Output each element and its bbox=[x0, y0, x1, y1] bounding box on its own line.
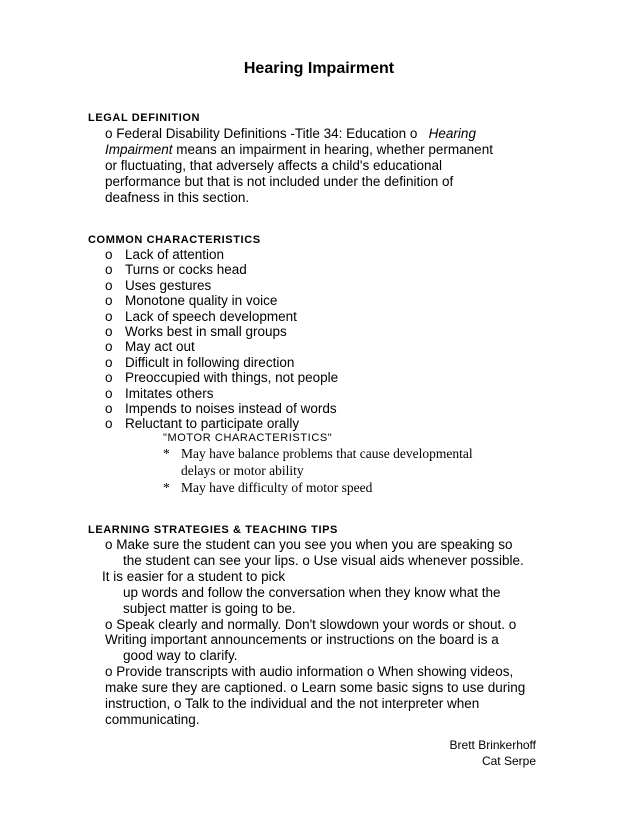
learning-strategies-heading: LEARNING STRATEGIES & TEACHING TIPS bbox=[88, 524, 338, 536]
characteristics-heading: COMMON CHARACTERISTICS bbox=[88, 234, 261, 246]
list-item: o Impends to noises instead of words bbox=[105, 400, 337, 416]
tips-line: o Provide transcripts with audio information o When showing videos, bbox=[105, 664, 514, 680]
tips-line: instruction, o Talk to the individual and the not interpreter when bbox=[105, 696, 480, 712]
motor-item: * May have difficulty of motor speed bbox=[163, 480, 373, 495]
list-item: o Difficult in following direction bbox=[105, 354, 295, 370]
legal-line: deafness in this section. bbox=[105, 190, 250, 205]
tips-line: Writing important announcements or instructions on the board is a bbox=[105, 632, 499, 648]
tips-line: up words and follow the conversation when they know what the bbox=[123, 584, 501, 600]
tips-line: communicating. bbox=[105, 711, 200, 727]
learning-strategies-text bbox=[102, 537, 535, 728]
motor-item: * May have balance problems that cause developmental delays or motor ability bbox=[163, 446, 473, 478]
tips-line: It is easier for a student to pick bbox=[102, 568, 286, 584]
list-item: o Monotone quality in voice bbox=[105, 293, 278, 309]
author-name: Cat Serpe bbox=[481, 754, 536, 768]
tips-line: subject matter is going to be. bbox=[123, 600, 296, 616]
list-item: o Uses gestures bbox=[105, 277, 212, 293]
document-title: Hearing Impairment bbox=[243, 60, 395, 77]
tips-line: good way to clarify. bbox=[123, 648, 238, 664]
list-item: o May act out bbox=[105, 339, 195, 355]
legal-definition-heading: LEGAL DEFINITION bbox=[88, 112, 201, 124]
legal-line: or fluctuating, that adversely affects a child's educational bbox=[105, 158, 443, 173]
legal-line: means an impairment in hearing, whether permanent bbox=[172, 142, 493, 157]
list-item: o Turns or cocks head bbox=[105, 262, 247, 278]
legal-term: Impairment bbox=[105, 142, 173, 157]
tips-line: o Speak clearly and normally. Don't slowdown your words or shout. o bbox=[105, 616, 517, 632]
list-item: o Preoccupied with things, not people bbox=[105, 370, 339, 386]
list-item: o Imitates others bbox=[105, 385, 214, 401]
legal-line: performance but that is not included under the definition of bbox=[105, 174, 454, 189]
list-item: o Lack of attention bbox=[105, 247, 225, 262]
list-item: o Lack of speech development bbox=[105, 308, 297, 324]
tips-line: o Make sure the student can you see you when you are speaking so bbox=[105, 537, 513, 552]
list-item: o Reluctant to participate orally bbox=[105, 416, 300, 432]
list-item: o Works best in small groups bbox=[105, 323, 287, 339]
legal-term: Hearing bbox=[428, 126, 476, 141]
author-name: Brett Brinkerhoff bbox=[449, 738, 536, 752]
legal-definition-text bbox=[105, 126, 525, 206]
tips-line: make sure they are captioned. o Learn some basic signs to use during bbox=[105, 680, 526, 696]
characteristics-list bbox=[105, 247, 338, 432]
tips-line: the student can see your lips. o Use visual aids whenever possible. bbox=[123, 552, 524, 568]
motor-characteristics-heading: "MOTOR CHARACTERISTICS" bbox=[163, 432, 333, 444]
legal-line: o Federal Disability Definitions -Title 34: Education o bbox=[105, 126, 418, 141]
